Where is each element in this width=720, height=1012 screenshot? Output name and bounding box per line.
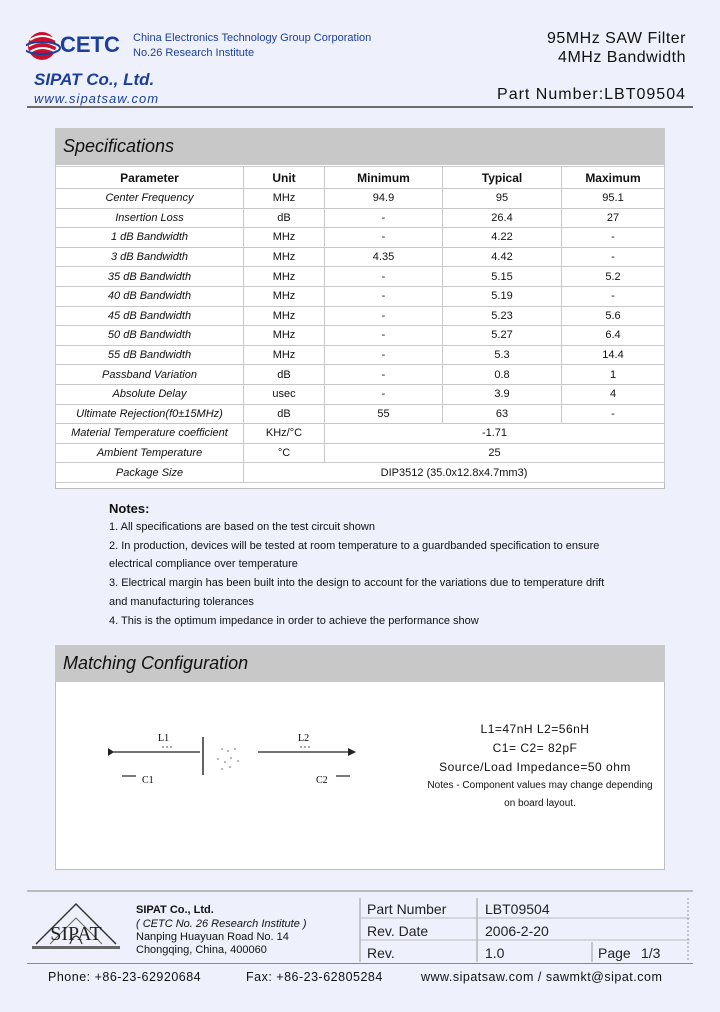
- col-header-minimum: Minimum: [325, 167, 443, 189]
- specifications-title: Specifications: [55, 128, 665, 165]
- param-unit: MHz: [244, 306, 325, 326]
- footer-divider: [27, 890, 693, 892]
- table-row: [56, 443, 665, 463]
- product-title: 95MHz SAW Filter: [547, 30, 686, 47]
- param-name: 3 dB Bandwidth: [56, 247, 244, 267]
- param-max: 5.6: [562, 306, 665, 326]
- param-max: -: [562, 228, 665, 248]
- param-min: -: [325, 208, 443, 228]
- param-max: 5.2: [562, 267, 665, 287]
- param-typ: 95: [443, 189, 562, 209]
- param-max: 6.4: [562, 326, 665, 346]
- capacitor-values: C1= C2= 82pF: [492, 741, 578, 755]
- param-value: 25: [325, 443, 665, 463]
- param-unit: KHz/°C: [244, 424, 325, 444]
- l1-label: L1: [158, 733, 170, 744]
- param-max: 1: [562, 365, 665, 385]
- param-unit: MHz: [244, 267, 325, 287]
- param-min: 94.9: [325, 189, 443, 209]
- param-typ: 5.27: [443, 326, 562, 346]
- footer-web-email: www.sipatsaw.com / sawmkt@sipat.com: [421, 970, 663, 984]
- table-row: [56, 345, 665, 365]
- param-typ: 4.22: [443, 228, 562, 248]
- param-min: -: [325, 384, 443, 404]
- param-unit: MHz: [244, 247, 325, 267]
- param-name: Passband Variation: [56, 365, 244, 385]
- param-min: 4.35: [325, 247, 443, 267]
- param-typ: 5.3: [443, 345, 562, 365]
- cetc-logo-text: CETC: [60, 32, 120, 57]
- table-row: [56, 208, 665, 228]
- footer-phone: Phone: +86-23-62920684: [48, 970, 202, 984]
- param-typ: 5.19: [443, 286, 562, 306]
- param-unit: MHz: [244, 189, 325, 209]
- specifications-table: [55, 166, 665, 483]
- param-name: Ambient Temperature: [56, 443, 244, 463]
- table-row: [56, 306, 665, 326]
- c1-label: C1: [142, 775, 154, 786]
- table-row: [56, 189, 665, 209]
- component-note-line: on board layout.: [504, 798, 576, 809]
- table-row: [56, 365, 665, 385]
- impedance-value: Source/Load Impedance=50 ohm: [439, 760, 631, 774]
- org-name: China Electronics Technology Group Corporation: [133, 32, 372, 44]
- param-min: -: [325, 326, 443, 346]
- col-header-typical: Typical: [443, 167, 562, 189]
- footer-bottom-divider: [27, 963, 693, 964]
- param-unit: MHz: [244, 286, 325, 306]
- param-min: -: [325, 267, 443, 287]
- param-typ: 5.15: [443, 267, 562, 287]
- param-min: -: [325, 345, 443, 365]
- param-name: Ultimate Rejection(f0±15MHz): [56, 404, 244, 424]
- org-institute: No.26 Research Institute: [133, 47, 255, 59]
- footer-date-label: Rev. Date: [367, 923, 429, 939]
- param-value: -1.71: [325, 424, 665, 444]
- footer-rev-label: Rev.: [367, 945, 395, 961]
- param-min: -: [325, 306, 443, 326]
- param-max: -: [562, 286, 665, 306]
- param-unit: °C: [244, 443, 325, 463]
- note-line: 1. All specifications are based on the test circuit shown: [109, 521, 375, 533]
- note-line: 4. This is the optimum impedance in order to achieve the performance show: [109, 615, 479, 627]
- param-unit: MHz: [244, 326, 325, 346]
- footer-company: SIPAT Co., Ltd.: [136, 904, 214, 916]
- table-row: [56, 424, 665, 444]
- param-min: -: [325, 365, 443, 385]
- footer-page-label: Page: [598, 945, 631, 961]
- table-row: [56, 326, 665, 346]
- footer-institute: ( CETC No. 26 Research Institute ): [136, 918, 307, 930]
- l2-label: L2: [298, 733, 310, 744]
- footer-address-line2: Chongqing, China, 400060: [136, 944, 267, 956]
- param-typ: 4.42: [443, 247, 562, 267]
- param-name: Insertion Loss: [56, 208, 244, 228]
- company-name: SIPAT Co., Ltd.: [34, 70, 155, 89]
- col-header-maximum: Maximum: [562, 167, 665, 189]
- part-number-heading: Part Number:LBT09504: [497, 86, 686, 103]
- param-name: Absolute Delay: [56, 384, 244, 404]
- param-typ: 26.4: [443, 208, 562, 228]
- matching-title: Matching Configuration: [55, 645, 665, 682]
- param-unit: dB: [244, 404, 325, 424]
- param-value: DIP3512 (35.0x12.8x4.7mm3): [244, 463, 665, 483]
- inductor-values: L1=47nH L2=56nH: [480, 722, 590, 736]
- param-unit: dB: [244, 365, 325, 385]
- table-row: [56, 404, 665, 424]
- param-unit: MHz: [244, 345, 325, 365]
- footer-date-value: 2006-2-20: [485, 923, 549, 939]
- sipat-seal-logo: [30, 898, 122, 960]
- filter-device-symbol: [217, 748, 239, 770]
- param-typ: 3.9: [443, 384, 562, 404]
- param-typ: 63: [443, 404, 562, 424]
- note-line: and manufacturing tolerances: [109, 596, 254, 608]
- param-unit: usec: [244, 384, 325, 404]
- footer-address-line1: Nanping Huayuan Road No. 14: [136, 931, 289, 943]
- note-line: electrical compliance over temperature: [109, 558, 298, 570]
- param-name: Package Size: [56, 463, 244, 483]
- table-row: [56, 267, 665, 287]
- param-typ: 5.23: [443, 306, 562, 326]
- table-row: [56, 463, 665, 483]
- footer-page-value: 1/3: [641, 945, 661, 961]
- component-note: [420, 777, 660, 813]
- param-max: -: [562, 247, 665, 267]
- param-max: 4: [562, 384, 665, 404]
- company-website: www.sipatsaw.com: [34, 91, 160, 106]
- component-note-line: Notes - Component values may change depending: [427, 780, 653, 791]
- table-header-row: [56, 167, 665, 189]
- footer-rev-value: 1.0: [485, 945, 505, 961]
- param-name: 45 dB Bandwidth: [56, 306, 244, 326]
- param-name: Material Temperature coefficient: [56, 424, 244, 444]
- param-unit: MHz: [244, 228, 325, 248]
- param-name: 50 dB Bandwidth: [56, 326, 244, 346]
- footer-part-value: LBT09504: [485, 901, 550, 917]
- component-values: [420, 720, 650, 777]
- table-row: [56, 286, 665, 306]
- param-typ: 0.8: [443, 365, 562, 385]
- notes-title: Notes:: [109, 501, 150, 516]
- note-line: 3. Electrical margin has been built into the design to account for the variations due to temperature drift: [109, 577, 605, 589]
- param-min: -: [325, 286, 443, 306]
- param-name: 35 dB Bandwidth: [56, 267, 244, 287]
- note-line: 2. In production, devices will be tested at room temperature to a guardbanded specification to ensure: [109, 540, 600, 552]
- footer-part-label: Part Number: [367, 901, 447, 917]
- col-header-unit: Unit: [244, 167, 325, 189]
- param-name: 40 dB Bandwidth: [56, 286, 244, 306]
- param-unit: dB: [244, 208, 325, 228]
- seal-text: SIPAT: [50, 923, 102, 945]
- param-name: 55 dB Bandwidth: [56, 345, 244, 365]
- product-bandwidth: 4MHz Bandwidth: [558, 49, 686, 66]
- footer-fax: Fax: +86-23-62805284: [246, 970, 383, 984]
- param-min: 55: [325, 404, 443, 424]
- param-max: 95.1: [562, 189, 665, 209]
- header-divider: [27, 106, 693, 108]
- param-min: -: [325, 228, 443, 248]
- matching-circuit-diagram: [100, 725, 370, 795]
- param-max: -: [562, 404, 665, 424]
- param-name: Center Frequency: [56, 189, 244, 209]
- param-max: 27: [562, 208, 665, 228]
- col-header-parameter: Parameter: [56, 167, 244, 189]
- table-row: [56, 228, 665, 248]
- param-max: 14.4: [562, 345, 665, 365]
- param-name: 1 dB Bandwidth: [56, 228, 244, 248]
- table-row: [56, 247, 665, 267]
- table-row: [56, 384, 665, 404]
- c2-label: C2: [316, 775, 328, 786]
